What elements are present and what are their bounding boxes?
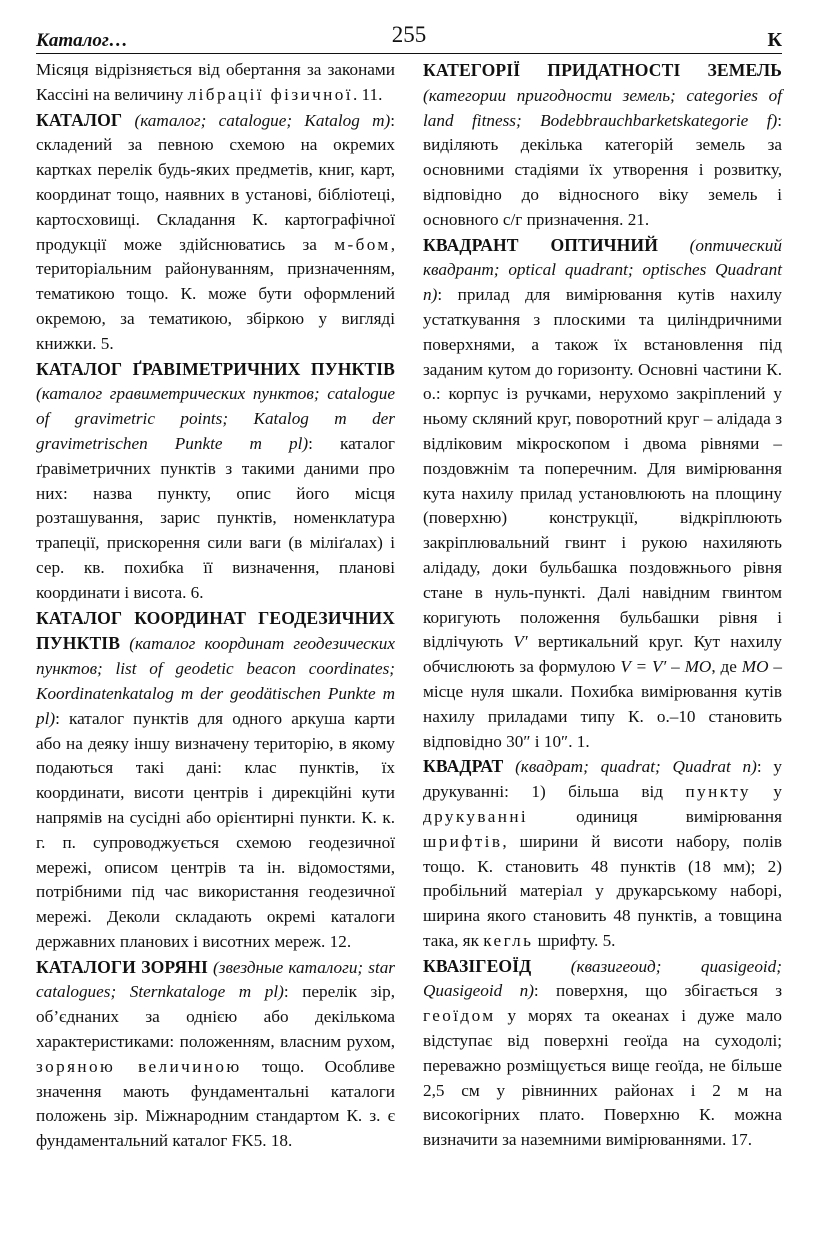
translations: (звездные каталоги; star catalogues; Sternkataloge m pl): [36, 957, 395, 1002]
headword: КАТЕГОРІЇ ПРИДАТНОСТІ ЗЕМЕЛЬ: [423, 60, 782, 80]
entry-katalog: [36, 108, 395, 357]
definition: у морях та океанах і дуже мало відступає від поверхні геоїда на суходолі; переважно розміщується вище геоїда, не більше 2,5 см у рівнинних районах і 2 м на високогірних плато. Поверхню К. можна визначити за наземними вимірюваннями. 17.: [423, 1006, 782, 1150]
translations: (квадрат; quadrat; Quadrat n): [515, 757, 757, 777]
headword: КАТАЛОГ КООРДИНАТ ГЕОДЕЗИЧНИХ ПУНКТІВ: [36, 607, 395, 654]
headword: КАТАЛОГИ ЗОРЯНІ: [36, 956, 208, 977]
left-column: [36, 58, 395, 1154]
spaced-term: геоїдом: [423, 1006, 496, 1026]
entry-text: Місяця відрізняється від обертання за законами Кассіні на величину: [36, 60, 395, 104]
spaced-term: лібрації фізичної: [187, 84, 353, 104]
translations: (каталог координат геодезических пунктов; list of geodetic beacon coordinates; Koordinatenkatalog m der geodätischen Punkte m pl): [36, 634, 396, 728]
definition: , де: [711, 657, 742, 677]
definition: одиниця вимірювання: [528, 806, 782, 826]
definition: тощо. Особливе значення мають фундаментальні каталоги положень зір. Міжнародним стандартом К. з. є фундаментальний каталог FK5. 18.: [36, 1056, 396, 1151]
headword: КАТАЛОГ ҐРАВІМЕТРИЧНИХ ПУНКТІВ: [36, 358, 395, 379]
headword: КВАДРАНТ ОПТИЧНИЙ: [423, 234, 658, 255]
running-head: [36, 22, 782, 52]
entry-katalog-coordinates: [36, 606, 395, 955]
spaced-term: друкуванні: [423, 806, 529, 826]
header-rule: [36, 53, 782, 54]
definition: – місце нуля шкали. Похибка вимірювання кутів нахилу приладами типу К. о.–10 становить відповідно 30″ і 10″. 1.: [423, 657, 782, 751]
entry-kvadrat: [423, 754, 782, 953]
formula-symbol: V′: [513, 632, 528, 652]
entry-land-categories: [423, 58, 782, 233]
translations: (оптический квадрант; optical quadrant; optisches Quadrant n): [423, 235, 782, 305]
right-column: [423, 58, 782, 1153]
translations: (категории пригодности земель; categories of land fitness; Bodebbrauchbarketskategorie f): [423, 85, 782, 130]
definition: : каталог ґравіметричних пунктів з такими даними про них: назва пункту, опис його місця розташування, зарис пунктів, номенклатура трапеції, прискорення сили ваги (в міліґалах) і сер. кв. похибка її визначення, планові координати і висота. 6.: [36, 433, 395, 602]
entry-text: . 11.: [352, 84, 383, 104]
page-number: 255: [391, 22, 427, 47]
headword: КВАДРАТ: [423, 756, 504, 777]
continued-entry: [36, 58, 395, 108]
definition: : у друкуванні: 1) більша від: [423, 757, 783, 802]
headword: КВАЗІГЕОЇД: [423, 955, 532, 976]
definition: : виділяють декілька категорій земель за основними стадіями їх утворення і розвитку, відповідно до відносного віку земель і основного с/г призначення. 21.: [423, 110, 782, 229]
definition: , територіальним районуванням, призначенням, тематикою тощо. К. може бути оформлений окремою, за тематикою, збіркою у вигляді книжки. 5.: [36, 234, 395, 353]
definition: : поверхня, що збігається з: [533, 981, 782, 1001]
translations: (каталог; catalogue; Katalog m): [134, 110, 391, 130]
definition: : прилад для вимірювання кутів нахилу устаткування з плоскими та циліндричними поверхнями, а також їх встановлення під заданим кутом до горизонту. Основні частини К. о.: корпус із ручками, нерухомо закріплений у ньому скляний круг, поворотний круг – алідада з відліковим мікроскопом і двома рівнями – поздовжнім та поперечним. Для вимірювання кута нахилу прилад установлюють на площину (поверхню) конструкції, відкріплюють закріплювальний гвинт і рукою нахиляють алідаду, доки бульбашка поздовжнього рівня стане в нуль-пункті. Далі навідним гвинтом коригують положення бульбашки рівня і відлічують: [423, 285, 782, 652]
headword: КАТАЛОГ: [36, 109, 123, 130]
entry-katalog-gravimetric: [36, 357, 395, 606]
running-head-title: Каталог…: [36, 30, 128, 51]
entry-star-catalogues: [36, 955, 395, 1154]
definition: у: [750, 782, 783, 802]
translations: (каталог гравиметрических пунктов; catalogue of gravimetric points; Katalog m der gravimetrischen Punkte m pl): [36, 384, 395, 453]
spaced-term: пункту: [685, 782, 751, 802]
formula: V = V′ – MO: [620, 657, 712, 677]
definition: : складений за певною схемою на окремих картках перелік будь-яких предметів, книг, карт, координат тощо, наявних в установі, бібліотеці, картосховищі. Складання К. картографічної продукції може здійснюватись за: [36, 110, 396, 254]
entry-optical-quadrant: [423, 233, 782, 755]
spaced-term: шрифтів: [423, 831, 503, 851]
spaced-term: зоряною величиною: [36, 1056, 242, 1076]
definition: вертикальний круг. Кут нахилу обчислюють за формулою: [423, 632, 782, 677]
entry-quasigeoid: [423, 954, 782, 1153]
section-letter: К: [767, 29, 782, 51]
definition: , ширини й висоти набору, полів тощо. К. становить 48 пунктів (18 мм); 2) пробільний матеріал у друкарському наборі, ширина якого становить 48 пунктів, а товщина така, як: [423, 831, 782, 950]
spaced-term: м-бом: [334, 234, 391, 254]
definition: : перелік зір, об’єднаних за однією або декількома характеристиками: положенням, власним рухом,: [36, 982, 395, 1052]
definition: шрифту. 5.: [533, 930, 616, 950]
spaced-term: кегль: [483, 930, 534, 950]
translations: (квазигеоид; quasigeoid; Quasigeoid n): [423, 956, 782, 1001]
formula-symbol: MO: [741, 657, 769, 677]
definition: : каталог пунктів для одного аркуша карти або на деяку іншу визначену територію, в якому подаються такі дані: клас пунктів, їх координати, висоти центрів і дирекційні кути напрямів на сусідні або орієнтирні пункти. К. к. г. п. супроводжується схемою геодезичної мережі, описом центрів та ін. відомостями, потрібними під час використання геодезичної мережі. Деколи складають окремі каталоги державних планових і висотних мереж. 12.: [36, 708, 395, 951]
